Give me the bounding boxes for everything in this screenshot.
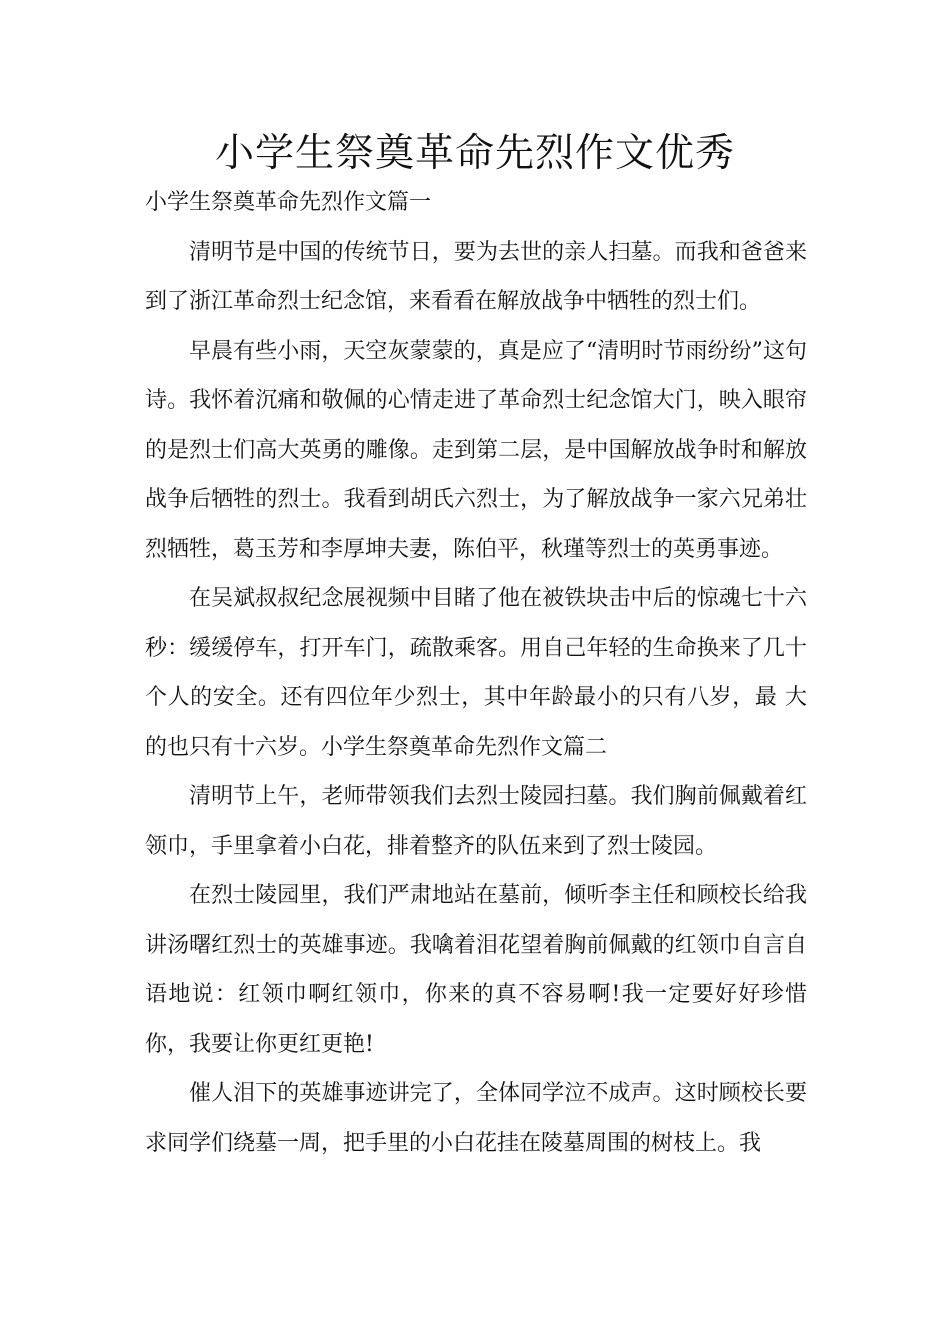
section-heading: 小学生祭奠革命先烈作文篇一	[145, 190, 432, 215]
document-title: 小学生祭奠革命先烈作文优秀	[214, 131, 735, 176]
paragraph: 在烈士陵园里，我们严肃地站在墓前，倾听李主任和顾校长给我讲汤曙红烈士的英雄事迹。我噙着泪花望着胸前佩戴的红领巾自言自语地说：红领巾啊红领巾，你来的真不容易啊!我一定要好好珍惜你，我要让你更红更艳!	[145, 883, 807, 1057]
paragraph: 早晨有些小雨，天空灰蒙蒙的，真是应了“清明时节雨纷纷”这句诗。我怀着沉痛和敬佩的心情走进了革命烈士纪念馆大门，映入眼帘的是烈士们高大英勇的雕像。走到第二层，是中国解放战争时和解放战争后牺牲的烈士。我看到胡氏六烈士，为了解放战争一家六兄弟壮烈牺牲，葛玉芳和李厚坤夫妻，陈伯平，秋瑾等烈士的英勇事迹。	[145, 338, 807, 562]
document-body	[145, 178, 807, 1168]
paragraph: 清明节上午，老师带领我们去烈士陵园扫墓。我们胸前佩戴着红领巾，手里拿着小白花，排着整齐的队伍来到了烈士陵园。	[145, 784, 807, 859]
paragraph: 催人泪下的英雄事迹讲完了，全体同学泣不成声。这时顾校长要求同学们绕墓一周，把手里的小白花挂在陵墓周围的树枝上。我	[145, 1081, 807, 1156]
paragraph: 在吴斌叔叔纪念展视频中目睹了他在被铁块击中后的惊魂七十六秒：缓缓停车，打开车门，疏散乘客。用自己年轻的生命换来了几十个人的安全。还有四位年少烈士，其中年龄最小的只有八岁，最 大的也只有十六岁。小学生祭奠革命先烈作文篇二	[145, 586, 807, 760]
paragraph: 清明节是中国的传统节日，要为去世的亲人扫墓。而我和爸爸来到了浙江革命烈士纪念馆，来看看在解放战争中牺牲的烈士们。	[145, 239, 807, 314]
